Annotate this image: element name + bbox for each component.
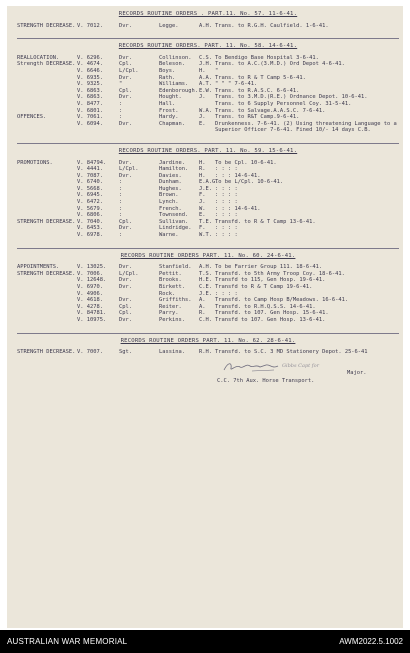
initials: W. [199,205,206,212]
entry-category [17,101,77,108]
service-number: V. 6935. [77,74,103,81]
entry-detail: Transfd to 107. Gen Hosp. 13-6-41. [215,316,326,323]
rank: Dvr. [119,264,132,271]
initials: C.E. [199,284,212,290]
entry-category: APPOINTMENTS. [17,264,60,271]
initials: J.E. [199,185,212,192]
surname: Lassina. [159,349,185,356]
initials: E. [199,212,206,219]
rank: Dvr. [119,159,132,166]
entry-detail: Trans. to R & T Camp 5-6-41. [215,74,306,81]
service-number: V. 4674. [77,61,103,68]
service-number: V. 12648. [77,277,107,284]
service-number: V. 10975. [77,316,107,323]
signature-handwritten-text: Gibbs Capt for [282,362,320,369]
initials: T.E. [199,218,212,225]
rank: : [119,100,123,107]
surname: Edenborough. [159,87,198,94]
rank: Dvr. [119,284,132,290]
surname: Hughes. [159,185,182,192]
service-number: V. 5668. [77,185,103,192]
entry-category [17,192,77,199]
entry-detail: To Bendigo Base Hospital 3-6-41. [215,54,319,61]
service-number: V. 6646. [77,67,103,74]
service-number: V. 7087. [77,172,103,179]
order-entry [17,55,399,62]
surname: Jardine. [159,159,185,166]
entry-category [17,68,77,75]
entry-category [17,173,77,180]
surname: Warne. [159,232,179,239]
rank [119,291,159,298]
entry-detail: Transfd. to S.C. 3 MD Stationery Depot. 25-6-41 [215,349,368,356]
rank: Cpl. [119,218,132,225]
initials: E. [199,120,206,127]
initials: J. [199,114,206,121]
order-entry [17,61,399,68]
order-entry [17,317,399,324]
entry-category [17,186,77,193]
rank: Dvr. [119,316,132,323]
rank: : [119,114,123,121]
initials: J.H. [199,61,212,68]
surname: Collinson. [159,54,192,61]
rank: Dvr. [119,74,132,81]
entry-detail: Trans. to R&T Camp.9-6-41. [215,114,300,121]
service-number: V. 7040. [77,218,103,225]
order-entry [17,349,399,356]
order-entry [17,192,399,199]
document-sheet [7,6,403,628]
entry-detail: Transfd. to Camp Hosp B/Meadows. 16-6-41. [215,297,349,304]
entry-detail: " [215,67,219,74]
footer-institution: AUSTRALIAN WAR MEMORIAL [7,637,128,646]
entry-detail: Trans. to R.A.S.C. 6-6-41. [215,87,300,94]
surname: Lindridge. [159,225,192,232]
order-entry [17,297,399,304]
entry-category [17,81,77,88]
handwritten-signature [222,360,282,374]
service-number: V. 84781. [77,310,107,317]
entry-detail: : : : : [215,212,238,219]
entry-detail: Transfd. to 5th Army Troop Coy. 18-6-41. [215,270,345,277]
initials: R. [199,166,206,173]
initials: A.H. [199,264,212,271]
service-number: V. 8477. [77,100,103,107]
entry-category [17,284,77,291]
initials: A. [199,303,206,310]
entry-detail: Trans. to 6 Supply Personnel Coy. 31-5-41. [215,100,352,107]
entry-category [17,108,77,115]
entry-detail: Transfd to 115, Gen Hosp. 19-6-41. [215,277,326,284]
order-entry [17,179,399,186]
entry-detail: : : : : [215,290,238,297]
service-number: V. 4906. [77,290,103,297]
signatory-title: C.C. 7th Aux. Horse Transport. [217,377,315,384]
service-number: V. 6970. [77,284,103,290]
order-entry [17,225,399,232]
entry-detail: Trans. to R.G.H. Caulfield. 1-6-41. [215,22,329,29]
initials: J.E. [199,290,212,297]
entry-detail: : : : : [215,166,238,173]
footer-accession-number: AWM2022.5.1002 [339,637,403,646]
order-entry [17,121,399,134]
initials: F. [199,225,206,232]
rank: Dvr. [119,297,132,304]
service-number: V. 6094. [77,120,103,127]
initials: A.H. [199,22,212,29]
order-entry [17,310,399,317]
initials: R.H. [199,349,212,356]
service-number: V. 6978. [77,232,103,239]
service-number: V. 6863. [77,87,103,94]
rank: Cpl. [119,87,132,94]
service-number: V. 7061. [77,114,103,121]
order-entry [17,219,399,226]
order-entry [17,277,399,284]
surname: Reiter. [159,303,182,310]
surname: Lynch. [159,199,179,206]
rank: : [119,212,123,219]
entry-category [17,179,77,186]
service-number: V. 6740. [77,179,103,186]
order-entry [17,75,399,82]
entry-category [17,206,77,213]
entry-detail: Transfd. to 107. Gen Hosp. 15-6-41. [215,310,329,317]
initials: W.T. [199,232,212,239]
signature-rank: Major. [347,369,367,376]
rank: Cpl. [119,310,132,317]
entry-category [17,212,77,219]
order-entry [17,114,399,121]
service-number: V. 13025. [77,264,107,271]
section-divider [17,38,399,39]
surname: Pettit. [159,270,182,277]
service-number: V. 4278. [77,303,103,310]
entry-detail: Transfd to R & T Camp 19-6-41. [215,284,313,290]
entry-category [17,232,77,239]
surname: Griffiths. [159,297,192,304]
initials: J. [199,199,206,206]
order-entry [17,206,399,213]
surname: Frost. [159,107,179,114]
service-number: V. 6801. [77,107,103,114]
surname: Stanfield. [159,264,192,271]
surname: Chapman. [159,120,185,127]
order-entry [17,108,399,115]
order-entry [17,160,399,167]
order-entry [17,186,399,193]
rank: : [119,179,123,186]
rank: Dvr. [119,225,132,232]
order-heading: RECORDS ROUTINE ORDERS PART. 11. No. 60. 24-6-41. [120,252,296,259]
rank: : [119,232,123,239]
service-number: V. 6296. [77,54,103,61]
initials: A. [199,297,206,304]
initials: H. [199,159,206,166]
order-entry [17,166,399,173]
entry-detail: To be Farrier Group 111. 18-6-41. [215,264,323,271]
initials: C.H. [199,316,212,323]
surname: Townsend. [159,212,189,219]
order-entry [17,101,399,108]
initials: R. [199,310,206,317]
service-number: V. 7006. [77,270,103,277]
entry-category: STRENGTH DECREASE. [17,349,76,356]
rank: " [119,81,123,88]
rank: L/Cpl. [119,270,139,277]
order-entry [17,291,399,298]
rank: : [119,107,123,114]
entry-detail: Drunkenness. 7-6-41. (2) Using threatening Language to a Superior Officer 7-6-41. Fined 10/- 14 days C.B. [215,120,400,134]
entry-detail: Trans. to 3.M.D.(R.E.) Ordnance Depot. 10-6-41. [215,94,368,101]
order-entry [17,212,399,219]
entry-category [17,94,77,101]
surname: Boys. [159,67,176,74]
initials: E.W. [199,87,212,94]
surname: Legge. [159,22,179,29]
service-number: V. 6863. [77,94,103,101]
service-number: V. 7012. [77,22,103,29]
surname: Hamilton. [159,166,189,173]
surname: Birkett. [159,284,185,290]
footer-bar [0,630,410,653]
rank: L/Cpl. [119,166,139,173]
entry-category [17,121,77,134]
entry-category [17,199,77,206]
entry-category: STRENGTH DECREASE. [17,22,76,29]
entry-category [17,88,77,95]
entry-detail: : : : : [215,199,238,206]
service-number: V. 6453. [77,225,103,232]
entry-category: STRENGTH DECREASE. [17,218,76,225]
entry-detail: Trans. to Salvage.A.A.S.C. 7-6-41. [215,107,326,114]
order-section [17,143,399,239]
order-entry [17,199,399,206]
initials: A.T. [199,81,212,88]
entry-category [17,297,77,304]
surname: Rock. [159,290,176,297]
rank: Dvr. [119,22,132,29]
order-entry [17,88,399,95]
entry-category [17,291,77,298]
surname: Hardy. [159,114,179,121]
initials: H. [199,67,206,74]
rank: : [119,185,123,192]
rank: : [119,205,123,212]
initials: E.A.G. [199,179,219,186]
order-entry [17,173,399,180]
initials [199,101,215,108]
rank: Cpl. [119,303,132,310]
surname: Williams. [159,81,189,88]
service-number: V. 6472. [77,199,103,206]
initials: H.E. [199,277,212,284]
rank: Dvr. [119,120,132,127]
entry-category: REALLOCATION. [17,54,60,61]
initials: C.S. [199,54,212,61]
rank: Dvr. [119,172,132,179]
entry-category [17,304,77,311]
rank: Dvr. [119,54,132,61]
order-entry [17,68,399,75]
entry-category: OFFENCES. [17,114,47,121]
rank: : [119,192,123,199]
service-number: V. 6806. [77,212,103,219]
surname: Dunham. [159,179,182,186]
section-divider [17,248,399,249]
initials: A.A. [199,74,212,81]
entry-category: Strength DECREASE. [17,61,76,68]
initials: F. [199,192,206,199]
initials: J. [199,94,206,101]
entry-detail: Transfd. to R & T Camp 13-6-41. [215,218,316,225]
service-number: V. 4618. [77,297,103,304]
surname: Hall. [159,100,176,107]
surname: Sullivan. [159,218,189,225]
service-number: V. 5679. [77,205,103,212]
entry-detail: : : : : [215,225,238,232]
entry-detail: To be L/Cpl. 10-6-41. [215,179,284,186]
rank: Dvr. [119,277,132,284]
initials: H. [199,172,206,179]
surname: Brooks. [159,277,182,284]
entry-detail: " " " 7-6-41. [215,81,258,88]
order-entry [17,94,399,101]
entry-category: STRENGTH DECREASE. [17,270,76,277]
routine-orders [17,6,399,390]
entry-detail: : : : 14-6-41. [215,205,261,212]
surname: Davies. [159,172,182,179]
service-number: V. 6945. [77,192,103,199]
order-heading: RECORDS ROUTINE ORDERS. PART. 11. No. 58. 14-6-41. [118,43,298,50]
order-entry [17,271,399,278]
order-entry [17,284,399,291]
service-number: V. 84794. [77,159,107,166]
surname: Brown. [159,192,179,199]
order-entry [17,232,399,239]
rank: L/Cpl. [119,67,139,74]
surname: Hought. [159,94,182,101]
entry-detail: Transfd. to R.H.Q.S.S. 14-6-41. [215,303,316,310]
order-entry [17,81,399,88]
order-section [17,11,399,29]
entry-category [17,166,77,173]
order-entry [17,264,399,271]
entry-detail: : : : : [215,185,238,192]
rank: Sgt. [119,349,132,356]
order-heading: RECORDS ROUTINE ORDERS . PART.11. No. 57. 11-6-41. [118,11,298,17]
order-heading: RECORDS ROUTINE ORDERS PART. 11. No. 62. 28-6-41. [120,337,296,344]
section-divider [17,333,399,334]
service-number: V. 9325. [77,81,103,88]
entry-detail: : : : : [215,192,238,199]
order-heading: RECORDS ROUTINE ORDERS. PART. 11. No. 59. 15-6-41. [118,147,298,154]
initials: T.S. [199,270,212,277]
initials: W.A. [199,107,212,114]
entry-category [17,277,77,284]
section-divider [17,143,399,144]
service-number: V. 4441. [77,166,103,173]
surname: Beleson. [159,61,185,68]
order-section [17,333,399,356]
surname: Parry. [159,310,179,317]
order-entry [17,23,399,30]
entry-category [17,317,77,324]
rank: : [119,199,123,206]
surname: Rath. [159,74,176,81]
entry-category [17,75,77,82]
entry-detail: To be Cpl. 10-6-41. [215,159,277,166]
entry-category: PROMOTIONS. [17,159,53,166]
entry-category [17,310,77,317]
order-entry [17,304,399,311]
rank: Dvr. [119,94,132,101]
entry-category [17,225,77,232]
signature-block [17,360,399,390]
entry-detail: Trans. to A.C.(3.M.D.) Ord Depot 4-6-41. [215,61,345,68]
order-section [17,248,399,324]
surname: French. [159,205,182,212]
rank: Cpl. [119,61,132,68]
service-number: V. 7007. [77,349,103,356]
order-section [17,38,399,134]
entry-detail: : : : 14-6-41. [215,172,261,179]
surname: Perkins. [159,316,185,323]
entry-detail: : : : : [215,232,238,239]
